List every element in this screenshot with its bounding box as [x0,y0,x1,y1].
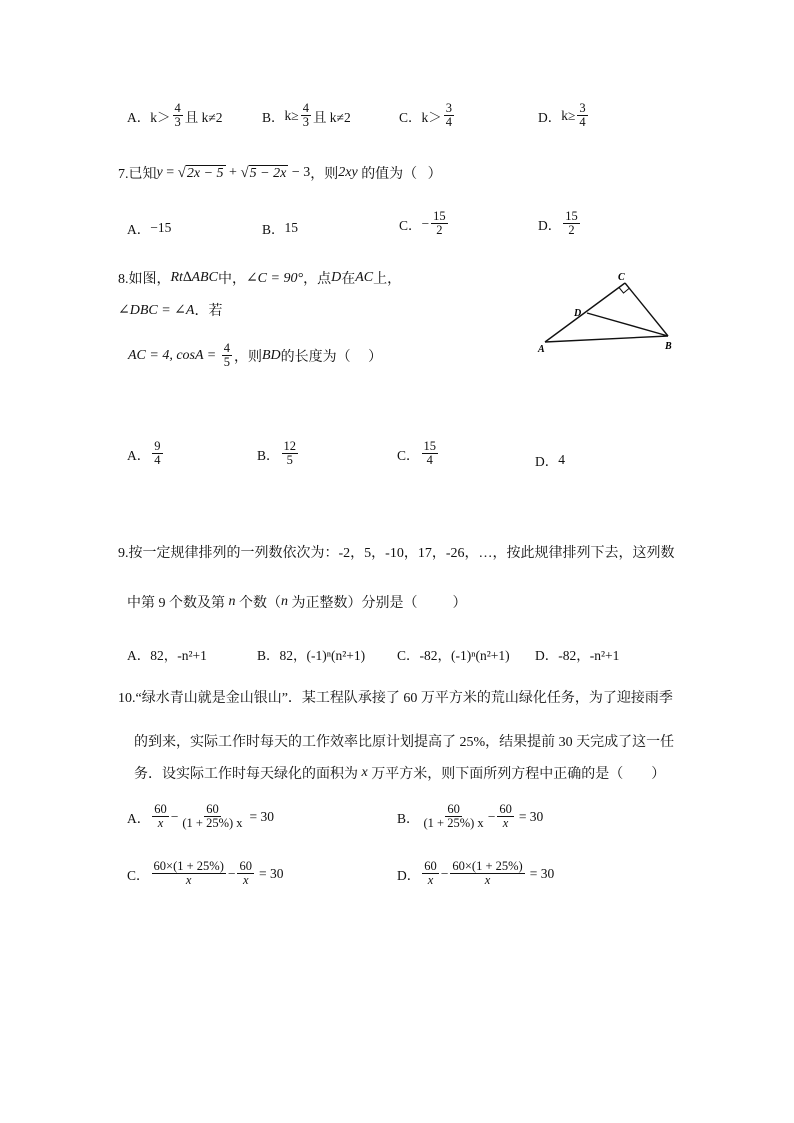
fraction: $\frac{4}{5}$ [223,341,230,370]
option-text: 且 k≠2 [184,109,223,125]
q7-option-b: B． 15 [262,220,299,237]
q8-stem-line1: 8.如图， Rt∆ABC 中， ∠C = 90° ，点 D 在 AC 上， [118,270,402,287]
label-d: D [574,308,582,319]
segment-cb [625,283,668,336]
label-a: A [538,344,545,355]
segment-db [587,313,668,336]
fraction: $\frac{60}{(1 + 25\%) x}$ [182,802,243,831]
q8-stem-line2: ∠DBC = ∠A ．若 [118,302,223,319]
q9-option-d: D．-82，-n²+1 [535,648,620,663]
q9-stem-line1: 9.按一定规律排列的一列数依次为：-2，5，-10，17，-26，…，按此规律排列下去，这列数 [118,546,675,561]
option-text: k≥ [284,107,299,123]
fraction: $\frac{60}{x}$ [424,859,437,888]
label-c: C [618,272,625,283]
sqrt: √ 5 − 2x [240,164,287,181]
option-text: k≥ [561,107,576,123]
fraction: $\frac{60}{x}$ [499,802,512,831]
q7-option-d: D． $\frac{15}{2}$ [538,209,578,238]
fraction: $\frac{60}{x}$ [239,859,252,888]
sqrt: √ 2x − 5 [177,164,224,181]
fraction: $\frac{15}{4}$ [423,439,437,468]
option-label: D． [538,109,562,125]
fraction: $\frac{3}{4}$ [579,101,586,130]
q7-option-c: C． − $\frac{15}{2}$ [399,209,446,238]
q10-option-d: D． $\frac{60}{x}$ − $\frac{60\times(1 + 25\%)}{x}$ = 30 [397,859,555,888]
q9-option-b: B．82，(-1)ⁿ(n²+1) [257,648,366,663]
fraction: $\frac{4}{3}$ [302,101,309,130]
option-text: k＞ [421,109,442,125]
segment-ac [545,283,625,342]
right-angle-mark [619,288,629,294]
q10-option-b: B． $\frac{60}{(1 + 25\%) x}$ − $\frac{60}{x}$ = 30 [397,802,544,831]
fraction: $\frac{3}{4}$ [445,101,453,130]
option-text: 且 k≠2 [312,109,351,125]
q10-option-a: A． $\frac{60}{x}$ − $\frac{60}{(1 + 25\%) x}$ = 30 [127,802,275,831]
fraction: $\frac{60\times(1 + 25\%)}{x}$ [153,859,224,888]
fraction: $\frac{4}{3}$ [174,101,181,130]
fraction: $\frac{60}{x}$ [154,802,167,831]
q7-stem: 7.已知 y = √ 2x − 5 + √ 5 − 2x − 3 ，则 2xy 的值为（ ） [118,164,442,182]
fraction: $\frac{15}{2}$ [433,209,446,238]
q8-option-d: D． 4 [535,452,565,469]
label-b: B [665,341,672,352]
fraction: $\frac{15}{2}$ [565,209,578,238]
q9-option-c: C．-82，(-1)ⁿ(n²+1) [397,648,510,663]
q10-option-c: C． $\frac{60\times(1 + 25\%)}{x}$ − $\frac{60}{x}$ = 30 [127,859,284,888]
q10-stem-line1: 10.“绿水青山就是金山银山”．某工程队承接了 60 万平方米的荒山绿化任务，为了迎接雨季 [118,691,673,706]
q7-option-a: A． −15 [127,220,172,237]
option-label: B． [262,109,285,125]
q8-option-c: C． $\frac{15}{4}$ [397,439,437,468]
fraction: $\frac{60\times(1 + 25\%)}{x}$ [452,859,523,888]
q8-stem-line3: AC = 4, cosA = $\frac{4}{5}$ ，则 BD 的长度为（ ） [128,341,383,370]
option-label: C． [399,109,422,125]
q8-option-a: A． $\frac{9}{4}$ [127,439,161,468]
fraction: $\frac{12}{5}$ [283,439,297,468]
q10-stem-line3: 务．设实际工作时每天绿化的面积为 x 万平方米，则下面所列方程中正确的是（ ） [134,765,666,782]
triangle-figure [530,268,690,358]
option-text: k＞ [150,109,171,125]
q6-option-a [127,102,223,129]
fraction: $\frac{60}{(1 + 25\%) x}$ [423,802,484,831]
q10-stem-line2: 的到来，实际工作时每天的工作效率比原计划提高了 25%，结果提前 30 天完成了这一任 [134,735,675,750]
q8-option-b: B． $\frac{12}{5}$ [257,439,297,468]
q6-option-b [262,102,351,129]
q9-option-a: A．82，-n²+1 [127,648,207,663]
q6-option-d [538,102,590,129]
q9-stem-line2: 中第 9 个数及第 n 个数（ n 为正整数）分别是（ ） [127,594,467,611]
q6-option-c [399,102,456,129]
option-label: A． [127,109,151,125]
segment-ab [545,336,668,342]
fraction: $\frac{9}{4}$ [154,439,161,468]
